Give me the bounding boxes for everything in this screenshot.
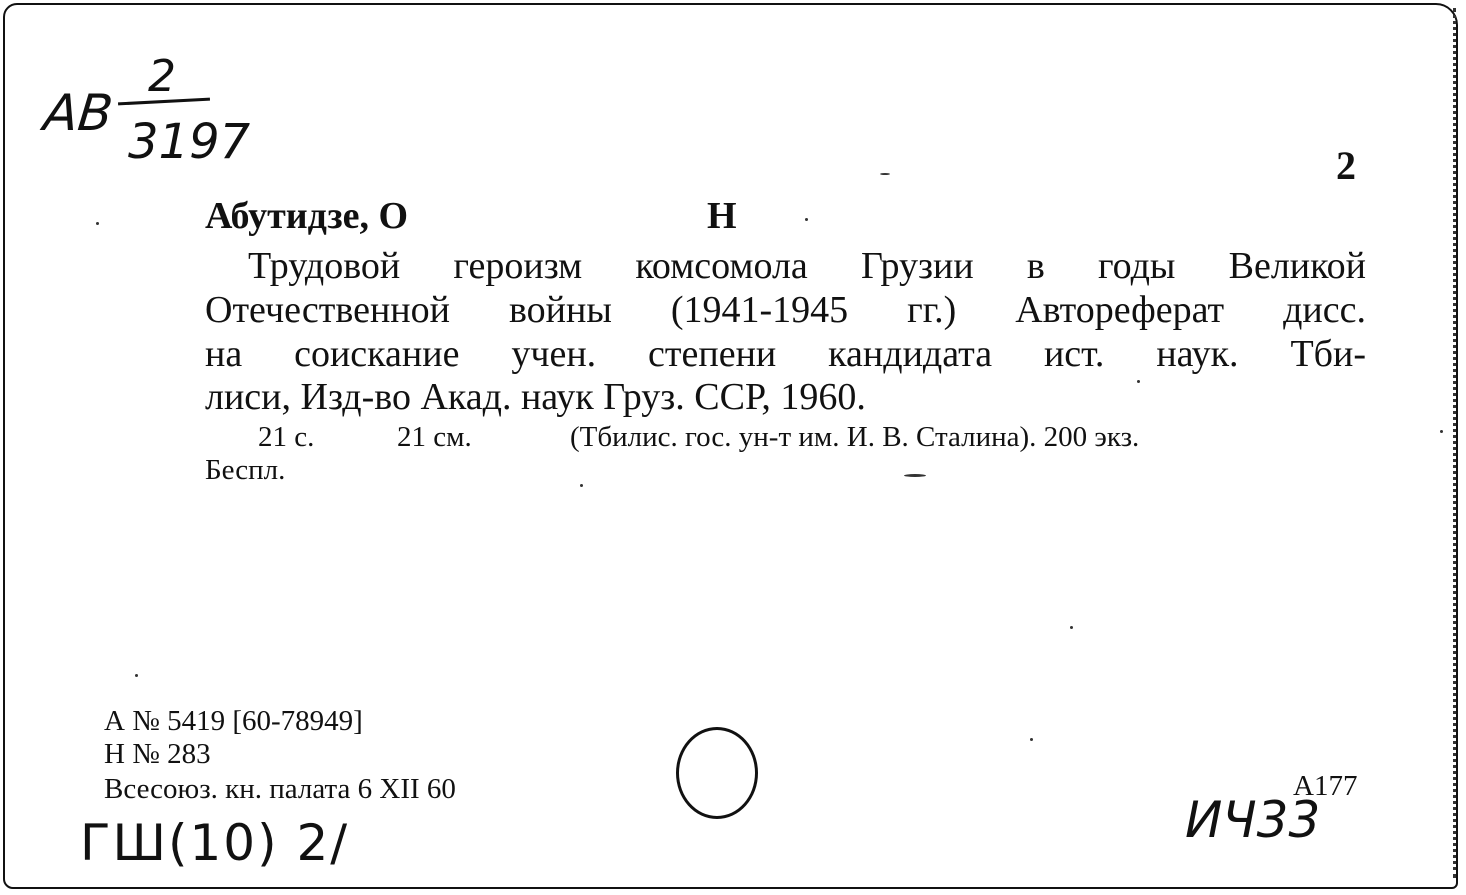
scan-speck xyxy=(904,474,926,477)
scan-speck xyxy=(1137,380,1140,383)
scan-speck xyxy=(1440,430,1443,433)
description-line: Трудовой героизм комсомола Грузии в годы Великой xyxy=(248,245,1366,287)
card-number: 2 xyxy=(1336,143,1356,188)
call-number-prefix: АВ xyxy=(40,84,116,142)
description-line: на соискание учен. степени кандидата ист. наук. Тби- xyxy=(205,333,1366,375)
author-initial: Н xyxy=(707,195,737,237)
scan-speck xyxy=(1070,626,1073,629)
scan-speck xyxy=(96,222,99,225)
call-number-numerator: 2 xyxy=(148,51,176,102)
collation-size: 21 см. xyxy=(397,421,472,453)
handwritten-note-left: ГШ(10) 2/ xyxy=(80,814,350,872)
scan-speck xyxy=(805,218,808,221)
accession-chamber: Всесоюз. кн. палата 6 XII 60 xyxy=(104,773,456,805)
description-line: лиси, Изд-во Акад. наук Груз. ССР, 1960. xyxy=(205,376,866,418)
scan-speck xyxy=(1030,738,1033,741)
collation-pages: 21 с. xyxy=(258,421,315,453)
accession-n-number: Н № 283 xyxy=(104,738,211,770)
scan-speck xyxy=(580,484,583,487)
scan-speck xyxy=(880,173,890,175)
collation-series: (Тбилис. гос. ун-т им. И. В. Сталина). 200 экз. xyxy=(570,421,1140,453)
card-hole-circle xyxy=(676,727,758,819)
handwritten-note-right: ИЧ33 xyxy=(1185,791,1321,849)
description-line: Отечественной войны (1941-1945 гг.) Автореферат дисс. xyxy=(205,289,1366,331)
collation-price: Беспл. xyxy=(205,454,286,486)
call-number-denominator: 3197 xyxy=(128,114,251,170)
card-edge xyxy=(1447,8,1456,878)
accession-code: А177 xyxy=(1293,770,1358,802)
accession-a-number: А № 5419 [60-78949] xyxy=(104,705,363,737)
scan-speck xyxy=(135,674,138,677)
author-surname: Абутидзе, О xyxy=(205,195,409,237)
